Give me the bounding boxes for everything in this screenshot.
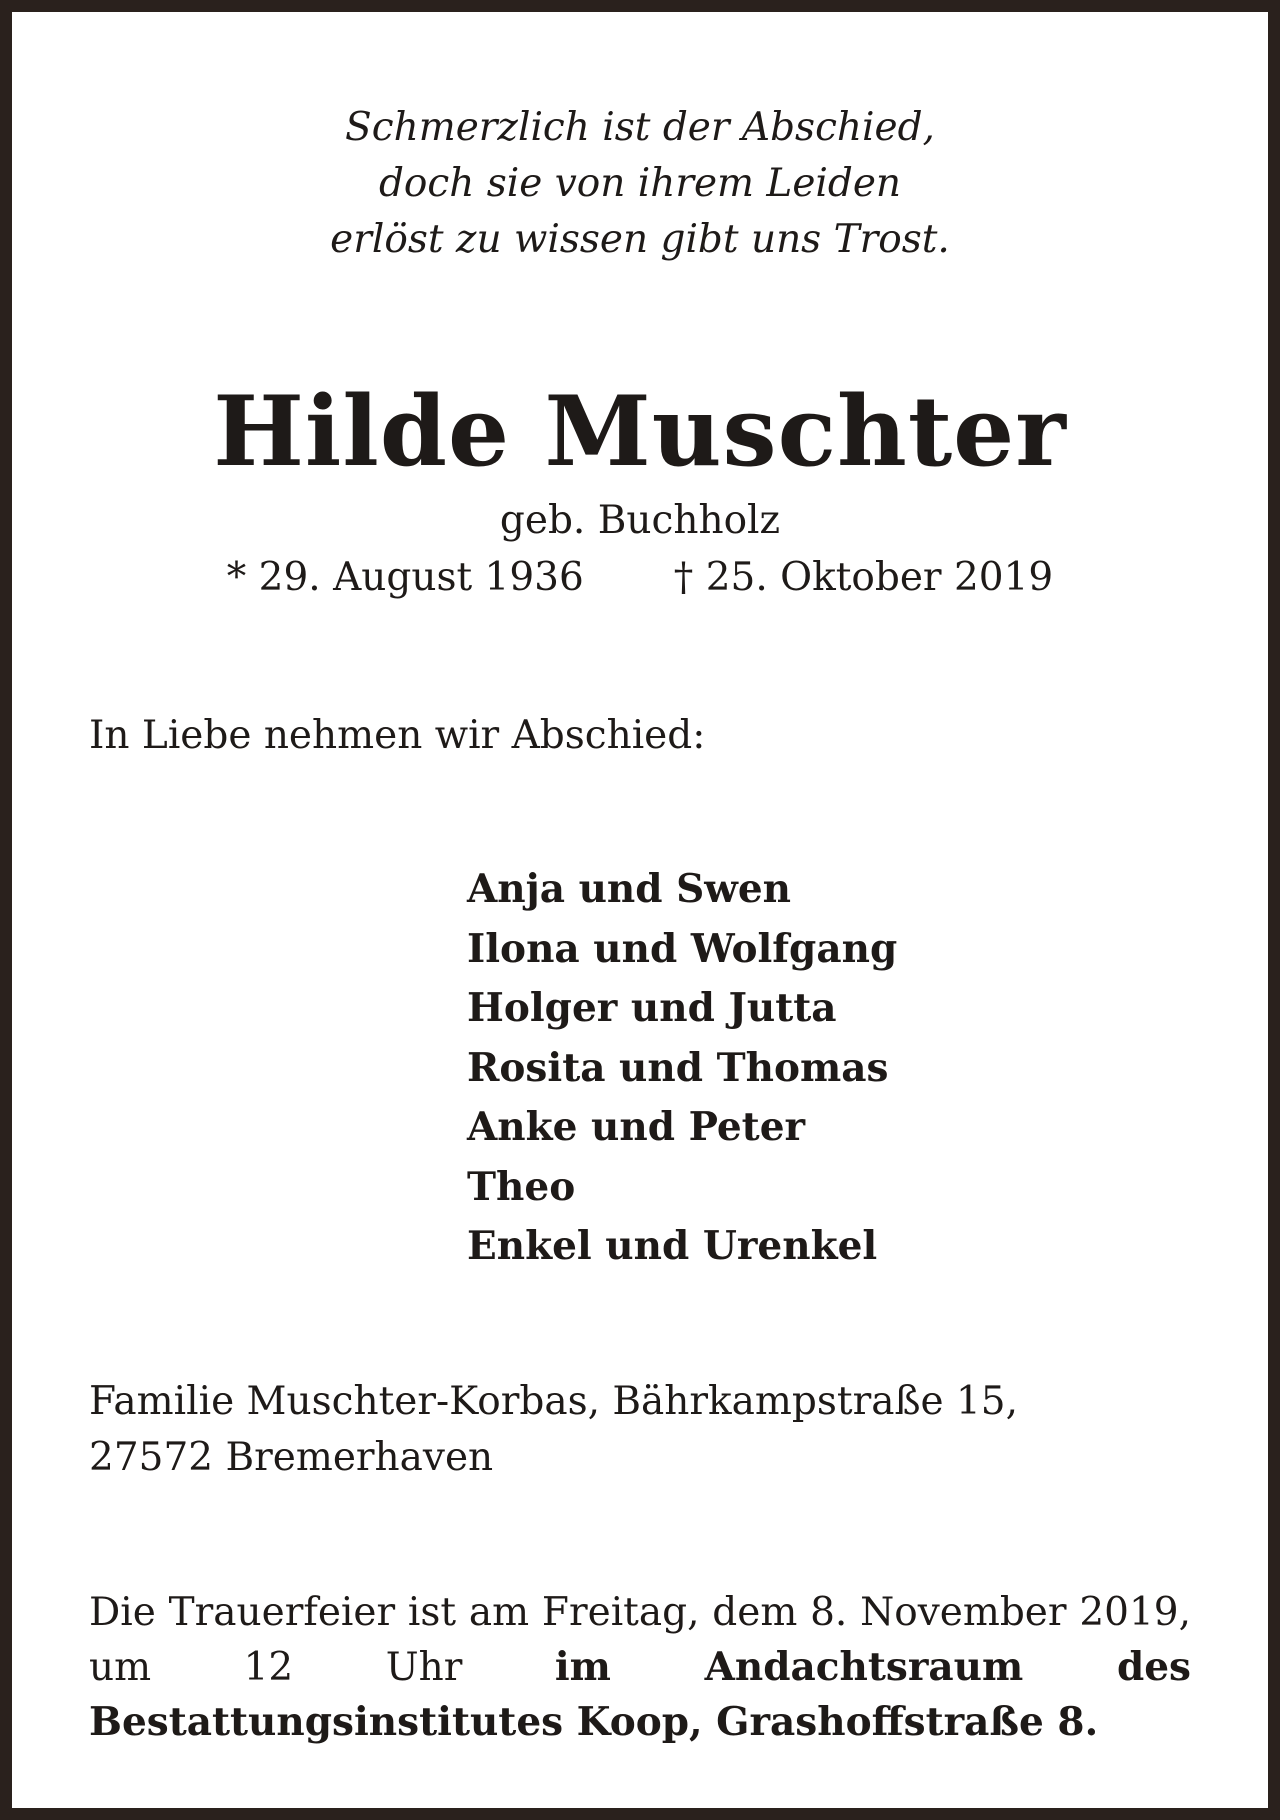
deceased-name: Hilde Muschter <box>213 375 1067 488</box>
mourner-entry: Theo <box>467 1163 576 1210</box>
farewell-intro: In Liebe nehmen wir Abschied: <box>89 713 706 758</box>
mourner-entry: Anke und Peter <box>467 1104 806 1150</box>
birth-date: * 29. August 1936 <box>226 555 584 600</box>
address-line: Familie Muschter-Korbas, Bährkampstraße 15, <box>89 1379 1019 1424</box>
mourner-entry: Holger und Jutta <box>467 985 837 1031</box>
service-location: im Andachtsraum des Bestattungsinstitutes Koop, Grashoffstraße 8. <box>89 1644 1192 1745</box>
life-dates <box>12 548 1268 608</box>
mourners-list <box>467 860 897 1277</box>
family-address <box>89 1374 1018 1486</box>
mourner-entry: Enkel und Urenkel <box>467 1223 878 1269</box>
verse-line: erlöst zu wissen gibt uns Trost. <box>330 217 950 262</box>
mourner-entry: Ilona und Wolfgang <box>467 925 898 972</box>
funeral-service-info <box>89 1586 1191 1750</box>
maiden-name: geb. Buchholz <box>499 498 781 543</box>
death-date: † 25. Oktober 2019 <box>673 555 1054 600</box>
notice-content <box>12 12 1268 1808</box>
verse-line: doch sie von ihrem Leiden <box>378 161 902 206</box>
mourner-entry: Anja und Swen <box>467 866 792 912</box>
verse-line: Schmerzlich ist der Abschied, <box>345 105 935 150</box>
mourner-entry: Rosita und Thomas <box>467 1044 889 1091</box>
memorial-verse <box>12 100 1268 268</box>
service-text: Die Trauerfeier ist am Freitag, dem 8. November 2019, um 12 Uhr <box>89 1590 1191 1690</box>
address-line: 27572 Bremerhaven <box>89 1435 494 1480</box>
